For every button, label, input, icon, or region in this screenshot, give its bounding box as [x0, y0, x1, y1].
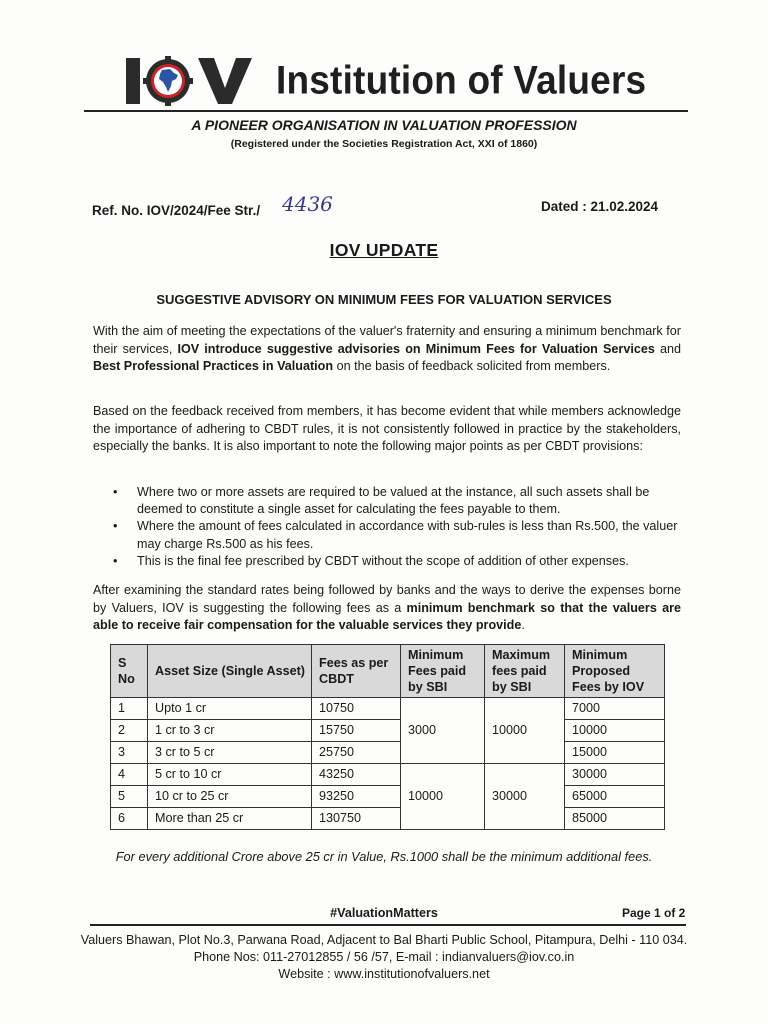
registration-note: (Registered under the Societies Registration Act, XXI of 1860)	[230, 138, 538, 150]
address: Valuers Bhawan, Plot No.3, Parwana Road, Adjacent to Bal Bharti Public School, Pitampura, Delhi - 110 034.	[80, 933, 688, 947]
feedback-paragraph: Based on the feedback received from members, it has become evident that while members acknowledge the importance of adhering to CBDT rules, it is not consistently followed in practice by the stakeholders, especially the banks. It is also important to note the following major points as per CBDT provisions:	[93, 404, 681, 454]
table-cell: 1	[111, 698, 148, 720]
date: Dated : 21.02.2024	[541, 199, 659, 214]
fees-table	[110, 644, 665, 830]
website: Website : www.institutionofvaluers.net	[278, 967, 490, 981]
table-cell: 10000	[565, 720, 665, 742]
table-cell: 15750	[312, 720, 401, 742]
benchmark-paragraph: After examining the standard rates being followed by banks and the ways to derive the expenses borne by Valuers, IOV is suggesting the following fees as a minimum benchmark so that the valuers are able to receive fair compensation for the valuable services they provide.	[93, 583, 681, 633]
document-title: IOV UPDATE	[329, 240, 439, 260]
table-cell: 10000	[485, 698, 565, 764]
hashtag: #ValuationMatters	[330, 906, 438, 920]
table-cell: More than 25 cr	[148, 808, 312, 830]
intro-paragraph: With the aim of meeting the expectations of the valuer's fraternity and ensuring a minimum benchmark for their services, IOV introduce suggestive advisories on Minimum Fees for Valuation Services and Best Professional Practices in Valuation on the basis of feedback solicited from members.	[93, 324, 681, 374]
list-item: • This is the final fee prescribed by CBDT without the scope of addition of other expenses.	[113, 553, 629, 568]
contact-details: Phone Nos: 011-27012855 / 56 /57, E-mail : indianvaluers@iov.co.in	[193, 950, 575, 964]
table-row	[111, 698, 665, 720]
table-cell: 7000	[565, 698, 665, 720]
column-header: Minimum Fees paid by SBI	[401, 645, 485, 698]
table-row	[111, 720, 665, 742]
table-cell: 3000	[401, 698, 485, 764]
table-cell: Upto 1 cr	[148, 698, 312, 720]
table-cell: 5 cr to 10 cr	[148, 764, 312, 786]
handwritten-reference-number: 4436	[282, 192, 333, 216]
table-row	[111, 742, 665, 764]
iov-logo	[124, 56, 260, 106]
table-cell: 1 cr to 3 cr	[148, 720, 312, 742]
column-header: Maximum fees paid by SBI	[485, 645, 565, 698]
table-cell: 10 cr to 25 cr	[148, 786, 312, 808]
column-header: Asset Size (Single Asset)	[148, 645, 312, 698]
header-divider	[84, 110, 688, 112]
table-cell: 43250	[312, 764, 401, 786]
column-header: S No	[111, 645, 148, 698]
column-header: Fees as per CBDT	[312, 645, 401, 698]
table-cell: 6	[111, 808, 148, 830]
table-cell: 15000	[565, 742, 665, 764]
table-header-row	[111, 645, 665, 698]
column-header: Minimum Proposed Fees by IOV	[565, 645, 665, 698]
additional-fees-note: For every additional Crore above 25 cr in Value, Rs.1000 shall be the minimum additional fees.	[115, 849, 653, 864]
organisation-name: Institution of Valuers	[276, 58, 647, 103]
table-cell: 10750	[312, 698, 401, 720]
table-cell: 10000	[401, 764, 485, 830]
table-row	[111, 786, 665, 808]
table-cell: 65000	[565, 786, 665, 808]
table-row	[111, 764, 665, 786]
table-cell: 30000	[485, 764, 565, 830]
cbdt-points-list	[113, 484, 683, 570]
table-cell: 5	[111, 786, 148, 808]
table-cell: 30000	[565, 764, 665, 786]
table-cell: 3	[111, 742, 148, 764]
table-cell: 85000	[565, 808, 665, 830]
table-cell: 130750	[312, 808, 401, 830]
table-row	[111, 808, 665, 830]
page-number: Page 1 of 2	[622, 906, 686, 920]
table-cell: 3 cr to 5 cr	[148, 742, 312, 764]
footer-divider	[90, 924, 686, 926]
document-subtitle: SUGGESTIVE ADVISORY ON MINIMUM FEES FOR VALUATION SERVICES	[156, 292, 612, 307]
tagline: A PIONEER ORGANISATION IN VALUATION PROFESSION	[191, 117, 577, 133]
table-cell: 4	[111, 764, 148, 786]
list-item: • Where the amount of fees calculated in accordance with sub-rules is less than Rs.500, the valuer may charge Rs.500 as his fees.	[113, 519, 678, 551]
list-item: • Where two or more assets are required to be valued at the instance, all such assets shall be deemed to constitute a single asset for calculating the fees payable to them.	[113, 485, 650, 517]
table-cell: 93250	[312, 786, 401, 808]
table-cell: 2	[111, 720, 148, 742]
table-cell: 25750	[312, 742, 401, 764]
reference-number-label: Ref. No. IOV/2024/Fee Str./	[92, 203, 261, 218]
